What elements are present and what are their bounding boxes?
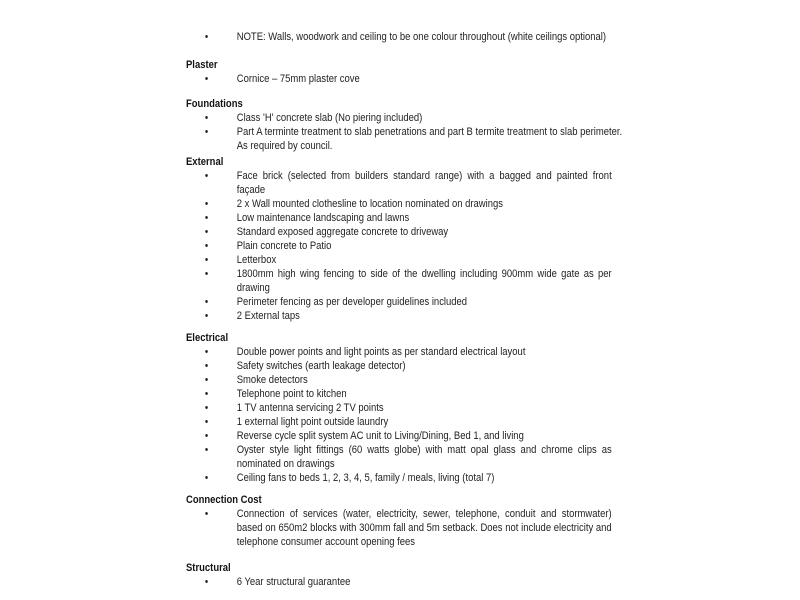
section <box>186 97 623 153</box>
bullet-icon: • <box>204 226 209 238</box>
bullet-text: 1 TV antenna servicing 2 TV points <box>236 402 384 414</box>
bullet-item <box>186 253 612 267</box>
bullet-item <box>186 295 612 309</box>
bullet-item <box>186 267 612 295</box>
section-heading: Electrical <box>186 332 229 344</box>
bullet-icon: • <box>204 73 209 85</box>
bullet-text: Standard exposed aggregate concrete to driveway <box>236 226 449 238</box>
bullet-text: Face brick (selected from builders standard range) with a bagged and painted front façade <box>236 170 612 196</box>
bullet-item <box>186 429 612 443</box>
bullet-icon: • <box>204 268 209 280</box>
bullet-item <box>186 239 612 253</box>
bullet-text: Cornice – 75mm plaster cove <box>236 73 360 85</box>
bullet-icon: • <box>204 388 209 400</box>
bullet-text <box>236 125 623 153</box>
bullet-icon: • <box>204 126 209 138</box>
bullet-item <box>186 309 612 323</box>
section <box>186 493 612 549</box>
bullet-icon: • <box>204 240 209 252</box>
bullet-item <box>186 30 612 44</box>
bullet-icon: • <box>204 402 209 414</box>
bullet-item <box>186 443 612 471</box>
bullet-item <box>186 401 612 415</box>
bullet-icon: • <box>204 472 209 484</box>
bullet-text: Reverse cycle split system AC unit to Living/Dining, Bed 1, and living <box>236 430 524 442</box>
bullet-text: Low maintenance landscaping and lawns <box>236 212 410 224</box>
bullet-item <box>186 345 612 359</box>
bullet-icon: • <box>204 430 209 442</box>
section <box>186 561 612 589</box>
bullet-icon: • <box>204 254 209 266</box>
bullet-item <box>186 507 612 549</box>
bullet-icon: • <box>204 170 209 182</box>
section <box>186 58 612 86</box>
bullet-item <box>186 359 612 373</box>
bullet-text: 1 external light point outside laundry <box>236 416 389 428</box>
bullet-item <box>186 471 612 485</box>
bullet-icon: • <box>204 112 209 124</box>
bullet-text: Ceiling fans to beds 1, 2, 3, 4, 5, family / meals, living (total 7) <box>236 472 495 484</box>
bullet-text: Class 'H' concrete slab (No piering included) <box>236 112 423 124</box>
bullet-text: 1800mm high wing fencing to side of the dwelling including 900mm wide gate as per drawing <box>236 268 612 294</box>
bullet-text: Oyster style light fittings (60 watts globe) with matt opal glass and chrome clips as nominated on drawings <box>236 444 612 470</box>
bullet-icon: • <box>204 360 209 372</box>
bullet-text: 2 External taps <box>236 310 300 322</box>
bullet-text: Double power points and light points as per standard electrical layout <box>236 346 526 358</box>
bullet-icon: • <box>204 374 209 386</box>
bullet-icon: • <box>204 310 209 322</box>
bullet-text: Perimeter fencing as per developer guidelines included <box>236 296 468 308</box>
bullet-icon: • <box>204 444 209 456</box>
bullet-icon: • <box>204 296 209 308</box>
bullet-icon: • <box>204 346 209 358</box>
bullet-item <box>186 111 612 125</box>
bullet-text: 6 Year structural guarantee <box>236 576 351 588</box>
section-heading: Structural <box>186 562 231 574</box>
bullet-icon: • <box>204 576 209 588</box>
section-heading: Foundations <box>186 98 243 110</box>
bullet-text: Letterbox <box>236 254 277 266</box>
bullet-text: NOTE: Walls, woodwork and ceiling to be one colour throughout (white ceilings optional) <box>236 31 607 43</box>
section-heading: Connection Cost <box>186 494 262 506</box>
bullet-text-line: As required by council. <box>236 140 333 152</box>
bullet-item <box>186 211 612 225</box>
bullet-item <box>186 415 612 429</box>
bullet-item <box>186 387 612 401</box>
bullet-icon: • <box>204 198 209 210</box>
bullet-item <box>186 373 612 387</box>
section <box>186 331 612 485</box>
section <box>186 155 612 323</box>
section <box>186 30 612 44</box>
bullet-item <box>186 169 612 197</box>
bullet-item <box>186 197 612 211</box>
section-heading: Plaster <box>186 59 218 71</box>
bullet-item <box>186 575 612 589</box>
bullet-text: Telephone point to kitchen <box>236 388 347 400</box>
bullet-icon: • <box>204 31 209 43</box>
bullet-item <box>186 225 612 239</box>
bullet-item <box>186 125 623 153</box>
bullet-text-line: Part A terminte treatment to slab penetrations and part B termite treatment to slab perimeter. <box>236 126 623 138</box>
bullet-text: Smoke detectors <box>236 374 308 386</box>
section-heading: External <box>186 156 224 168</box>
bullet-item <box>186 72 612 86</box>
bullet-text: 2 x Wall mounted clothesline to location nominated on drawings <box>236 198 504 210</box>
document-content <box>186 30 623 589</box>
bullet-icon: • <box>204 416 209 428</box>
bullet-text: Plain concrete to Patio <box>236 240 332 252</box>
bullet-icon: • <box>204 508 209 520</box>
bullet-text: Connection of services (water, electricity, sewer, telephone, conduit and stormwater) based on 650m2 blocks with 300mm fall and 5m setback. Does not include electricity and telephone consumer account opening fees <box>236 508 612 548</box>
bullet-icon: • <box>204 212 209 224</box>
bullet-text: Safety switches (earth leakage detector) <box>236 360 406 372</box>
